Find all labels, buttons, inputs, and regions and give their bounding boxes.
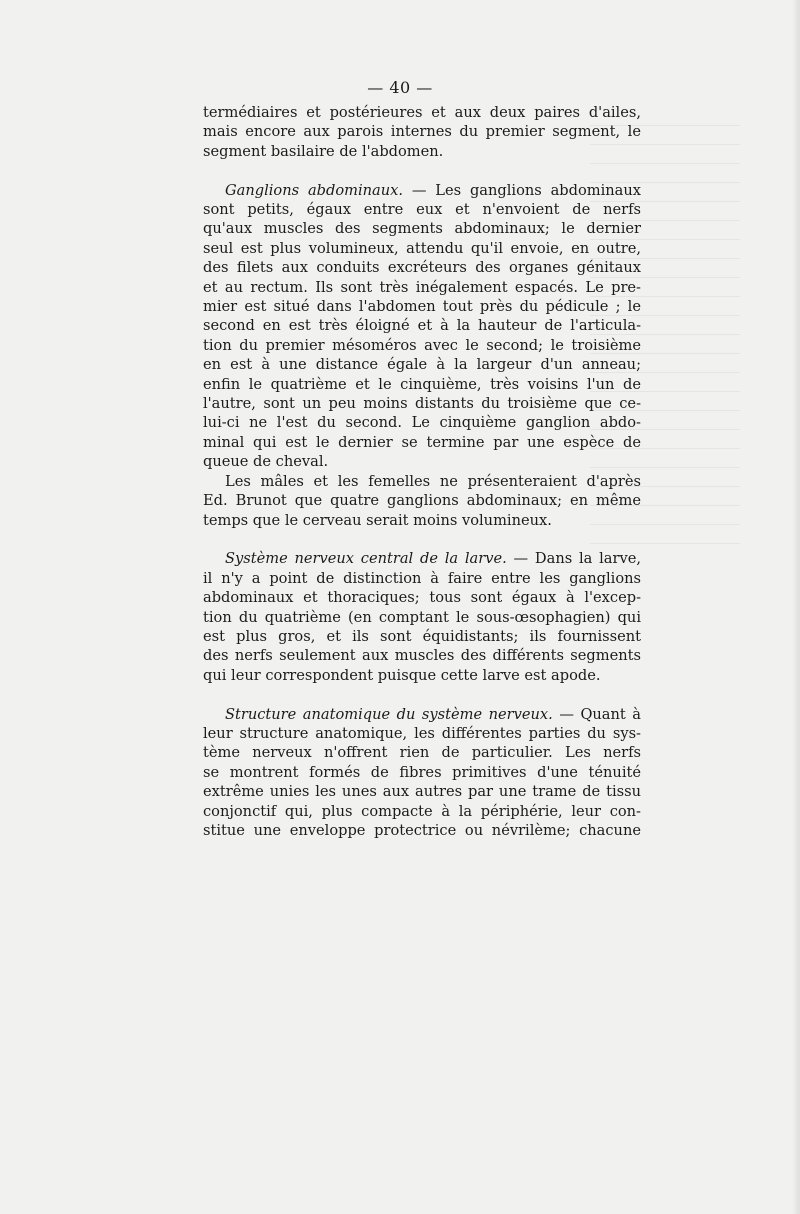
text-line: queue de cheval.	[203, 453, 329, 471]
text-fragment: — Quant à	[552, 705, 641, 723]
text-line: mais encore aux parois internes du premier segment, le	[203, 123, 641, 141]
text-line: se montrent formés de fibres primitives d'une ténuité	[203, 763, 641, 781]
text-fragment: — Les ganglions abdominaux	[403, 181, 641, 199]
text-line: tion du premier mésoméros avec le second; le troisième	[203, 336, 641, 354]
paragraph-structure-anatomique	[203, 705, 641, 841]
text-line: leur structure anatomique, les différentes parties du sys-	[203, 724, 641, 742]
text-line: qu'aux muscles des segments abdominaux; le dernier	[203, 220, 641, 238]
text-line: extrême unies les unes aux autres par une trame de tissu	[203, 783, 641, 801]
text-line: tion du quatrième (en comptant le sous-œsophagien) qui	[203, 608, 641, 626]
text-line-first	[203, 181, 641, 200]
paragraph-males-femelles	[203, 472, 641, 530]
text-line-first: Les mâles et les femelles ne présenteraient d'après	[225, 472, 641, 490]
text-line: qui leur correspondent puisque cette larve est apode.	[203, 666, 601, 684]
text-line: des nerfs seulement aux muscles des différents segments	[203, 647, 641, 665]
text-line: sont petits, égaux entre eux et n'envoient de nerfs	[203, 201, 641, 219]
text-line: Ed. Brunot que quatre ganglions abdominaux; en même	[203, 492, 641, 510]
text-line: conjonctif qui, plus compacte à la périphérie, leur con-	[203, 802, 641, 820]
section-heading: Système nerveux central de la larve.	[225, 550, 507, 568]
text-line: lui-ci ne l'est du second. Le cinquième ganglion abdo-	[203, 414, 641, 432]
text-line: temps que le cerveau serait moins volumineux.	[203, 511, 552, 529]
text-line: minal qui est le dernier se termine par une espèce de	[203, 433, 641, 451]
text-line: seul est plus volumineux, attendu qu'il envoie, en outre,	[203, 239, 641, 257]
text-line: mier est situé dans l'abdomen tout près du pédicule ; le	[203, 298, 641, 316]
section-heading: Ganglions abdominaux.	[225, 181, 403, 199]
text-line: tème nerveux n'offrent rien de particulier. Les nerfs	[203, 744, 641, 762]
text-line: l'autre, sont un peu moins distants du troisième que ce-	[203, 395, 641, 413]
text-line: termédiaires et postérieures et aux deux paires d'ailes,	[203, 104, 641, 121]
text-line: est plus gros, et ils sont équidistants; ils fournissent	[203, 627, 641, 645]
text-line: stitue une enveloppe protectrice ou névrilème; chacune	[203, 821, 641, 839]
text-fragment: — Dans la larve,	[506, 550, 641, 568]
text-line: des filets aux conduits excréteurs des organes génitaux	[203, 259, 641, 277]
text-line: et au rectum. Ils sont très inégalement espacés. Le pre-	[203, 278, 641, 296]
text-line: en est à une distance égale à la largeur d'un anneau;	[203, 356, 641, 374]
text-line-first	[203, 549, 641, 568]
text-line: segment basilaire de l'abdomen.	[203, 142, 444, 160]
page-number: — 40 —	[367, 78, 433, 97]
text-line: il n'y a point de distinction à faire entre les ganglions	[203, 569, 641, 587]
text-line-first	[203, 705, 641, 724]
text-line: enfin le quatrième et le cinquième, très voisins l'un de	[203, 375, 641, 393]
paragraph-continuation	[203, 103, 641, 161]
body-text	[203, 103, 641, 840]
paragraph-systeme-larve	[203, 549, 641, 685]
text-line: abdominaux et thoraciques; tous sont égaux à l'excep-	[203, 589, 641, 607]
section-heading: Structure anatomique du système nerveux.	[225, 705, 553, 723]
paragraph-ganglions-abdominaux	[203, 181, 641, 472]
page-edge-shadow	[792, 0, 800, 1214]
text-line: second en est très éloigné et à la hauteur de l'articula-	[203, 317, 641, 335]
